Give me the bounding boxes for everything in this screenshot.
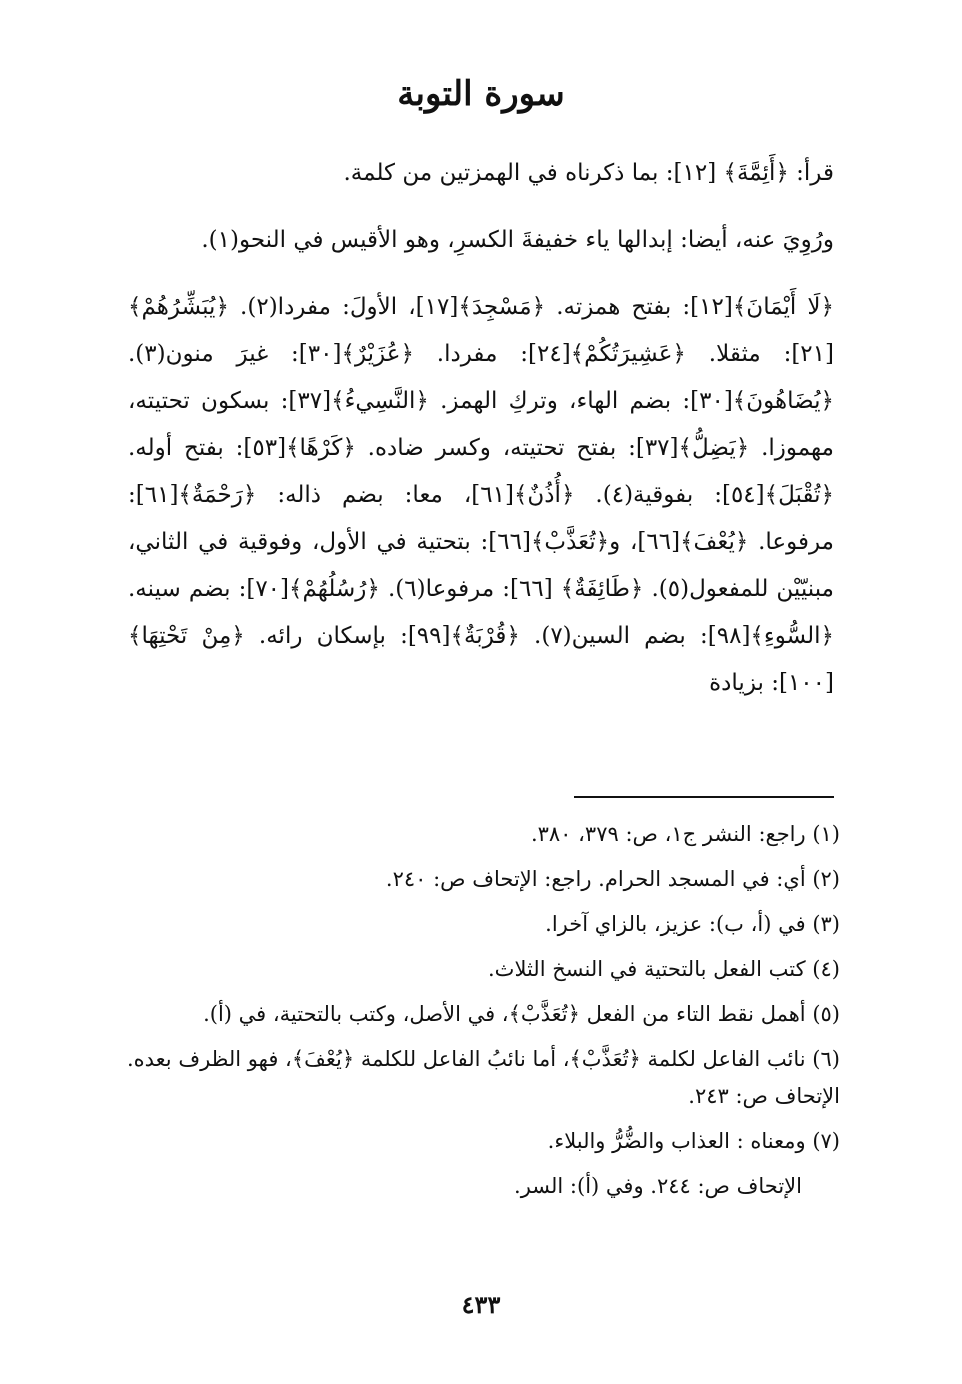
paragraph-2: ورُوِيَ عنه، أيضا: إبدالها ياء خفيفةَ الكسرِ، وهو الأقيس في النحو(١).: [201, 227, 834, 253]
footnote-continuation: الإتحاف ص: ٢٤٤. وفي (أ): السر.: [514, 1174, 802, 1198]
footnote-divider: [574, 796, 834, 798]
footnote-3: (٣) في (أ، ب): عزيز، بالزاي آخرا.: [545, 912, 840, 936]
page-number: ٤٣٣: [461, 1290, 501, 1319]
footnote-4: (٤) كتب الفعل بالتحتية في النسخ الثلاث.: [488, 957, 840, 981]
footnotes: [118, 812, 840, 1209]
paragraph-1: قرأ: ﴿أَئِمَّةَ﴾ [١٢]: بما ذكرناه في الهمزتين من كلمة.: [343, 160, 834, 186]
footnote-1: (١) راجع: النشر ج١، ص: ٣٧٩، ٣٨٠.: [530, 822, 840, 846]
footnote-2: (٢) أي: في المسجد الحرام. راجع: الإتحاف ص: ٢٤٠.: [385, 867, 840, 891]
footnote-6: (٦) نائب الفاعل لكلمة ﴿تُعَذَّبْ﴾، أما نائبُ الفاعل للكلمة ﴿يُعْفَ﴾، فهو الظرف بعده. الإتحاف ص: ٢٤٣.: [126, 1047, 840, 1108]
footnote-5: (٥) أهمل نقط التاء من الفعل ﴿تُعَذَّبْ﴾، في الأصل، وكتب بالتحتية، في (أ).: [203, 1002, 840, 1026]
page-title: سورة التوبة: [397, 74, 565, 114]
footnote-7: (٧) ومعناه : العذاب والضُّرُّ والبلاء.: [547, 1129, 840, 1153]
paragraph-3: ﴿لَا أَيْمَانَ﴾[١٢]: بفتح همزته. ﴿مَسْجِدَ﴾[١٧]، الأولَ: مفردا(٢). ﴿يُبَشِّرُهُمْ﴾[٢١]: مثقلا. ﴿عَشِيرَتُكُمْ﴾[٢٤]: مفردا. ﴿عُزَيْرٌ﴾[٣٠]: غيرَ منون(٣). ﴿يُضَاهُونَ﴾[٣٠]: بضم الهاء، وتركِ الهمز. ﴿النَّسِيءُ﴾[٣٧]: بسكون تحتيته، مهموزا. ﴿يَضِلُّ﴾[٣٧]: بفتح تحتيته، وكسر ضاده. ﴿كَرْهًا﴾[٥٣]: بفتح أوله. ﴿تُقْبَلَ﴾[٥٤]: بفوقية(٤). ﴿أُذُنٌ﴾[٦١]، معا: بضم ذاله: ﴿رَحْمَةٌ﴾[٦١]: مرفوعا. ﴿يُعْفَ﴾[٦٦]، و﴿تُعَذَّبْ﴾[٦٦]: بتحتية في الأول، وفوقية في الثاني، مبنيّيْن للمفعول(٥). ﴿طَائِفَةٌ﴾ [٦٦]: مرفوعا(٦). ﴿رُسُلُهُمْ﴾[٧٠]: بضم سينه. ﴿السُّوءِ﴾[٩٨]: بضم السين(٧). ﴿قُرْبَةٌ﴾[٩٩]: بإسكان رائه. ﴿مِنْ تَحْتِهَا﴾[١٠٠]: بزيادة: [128, 294, 835, 696]
main-text: [128, 150, 834, 707]
